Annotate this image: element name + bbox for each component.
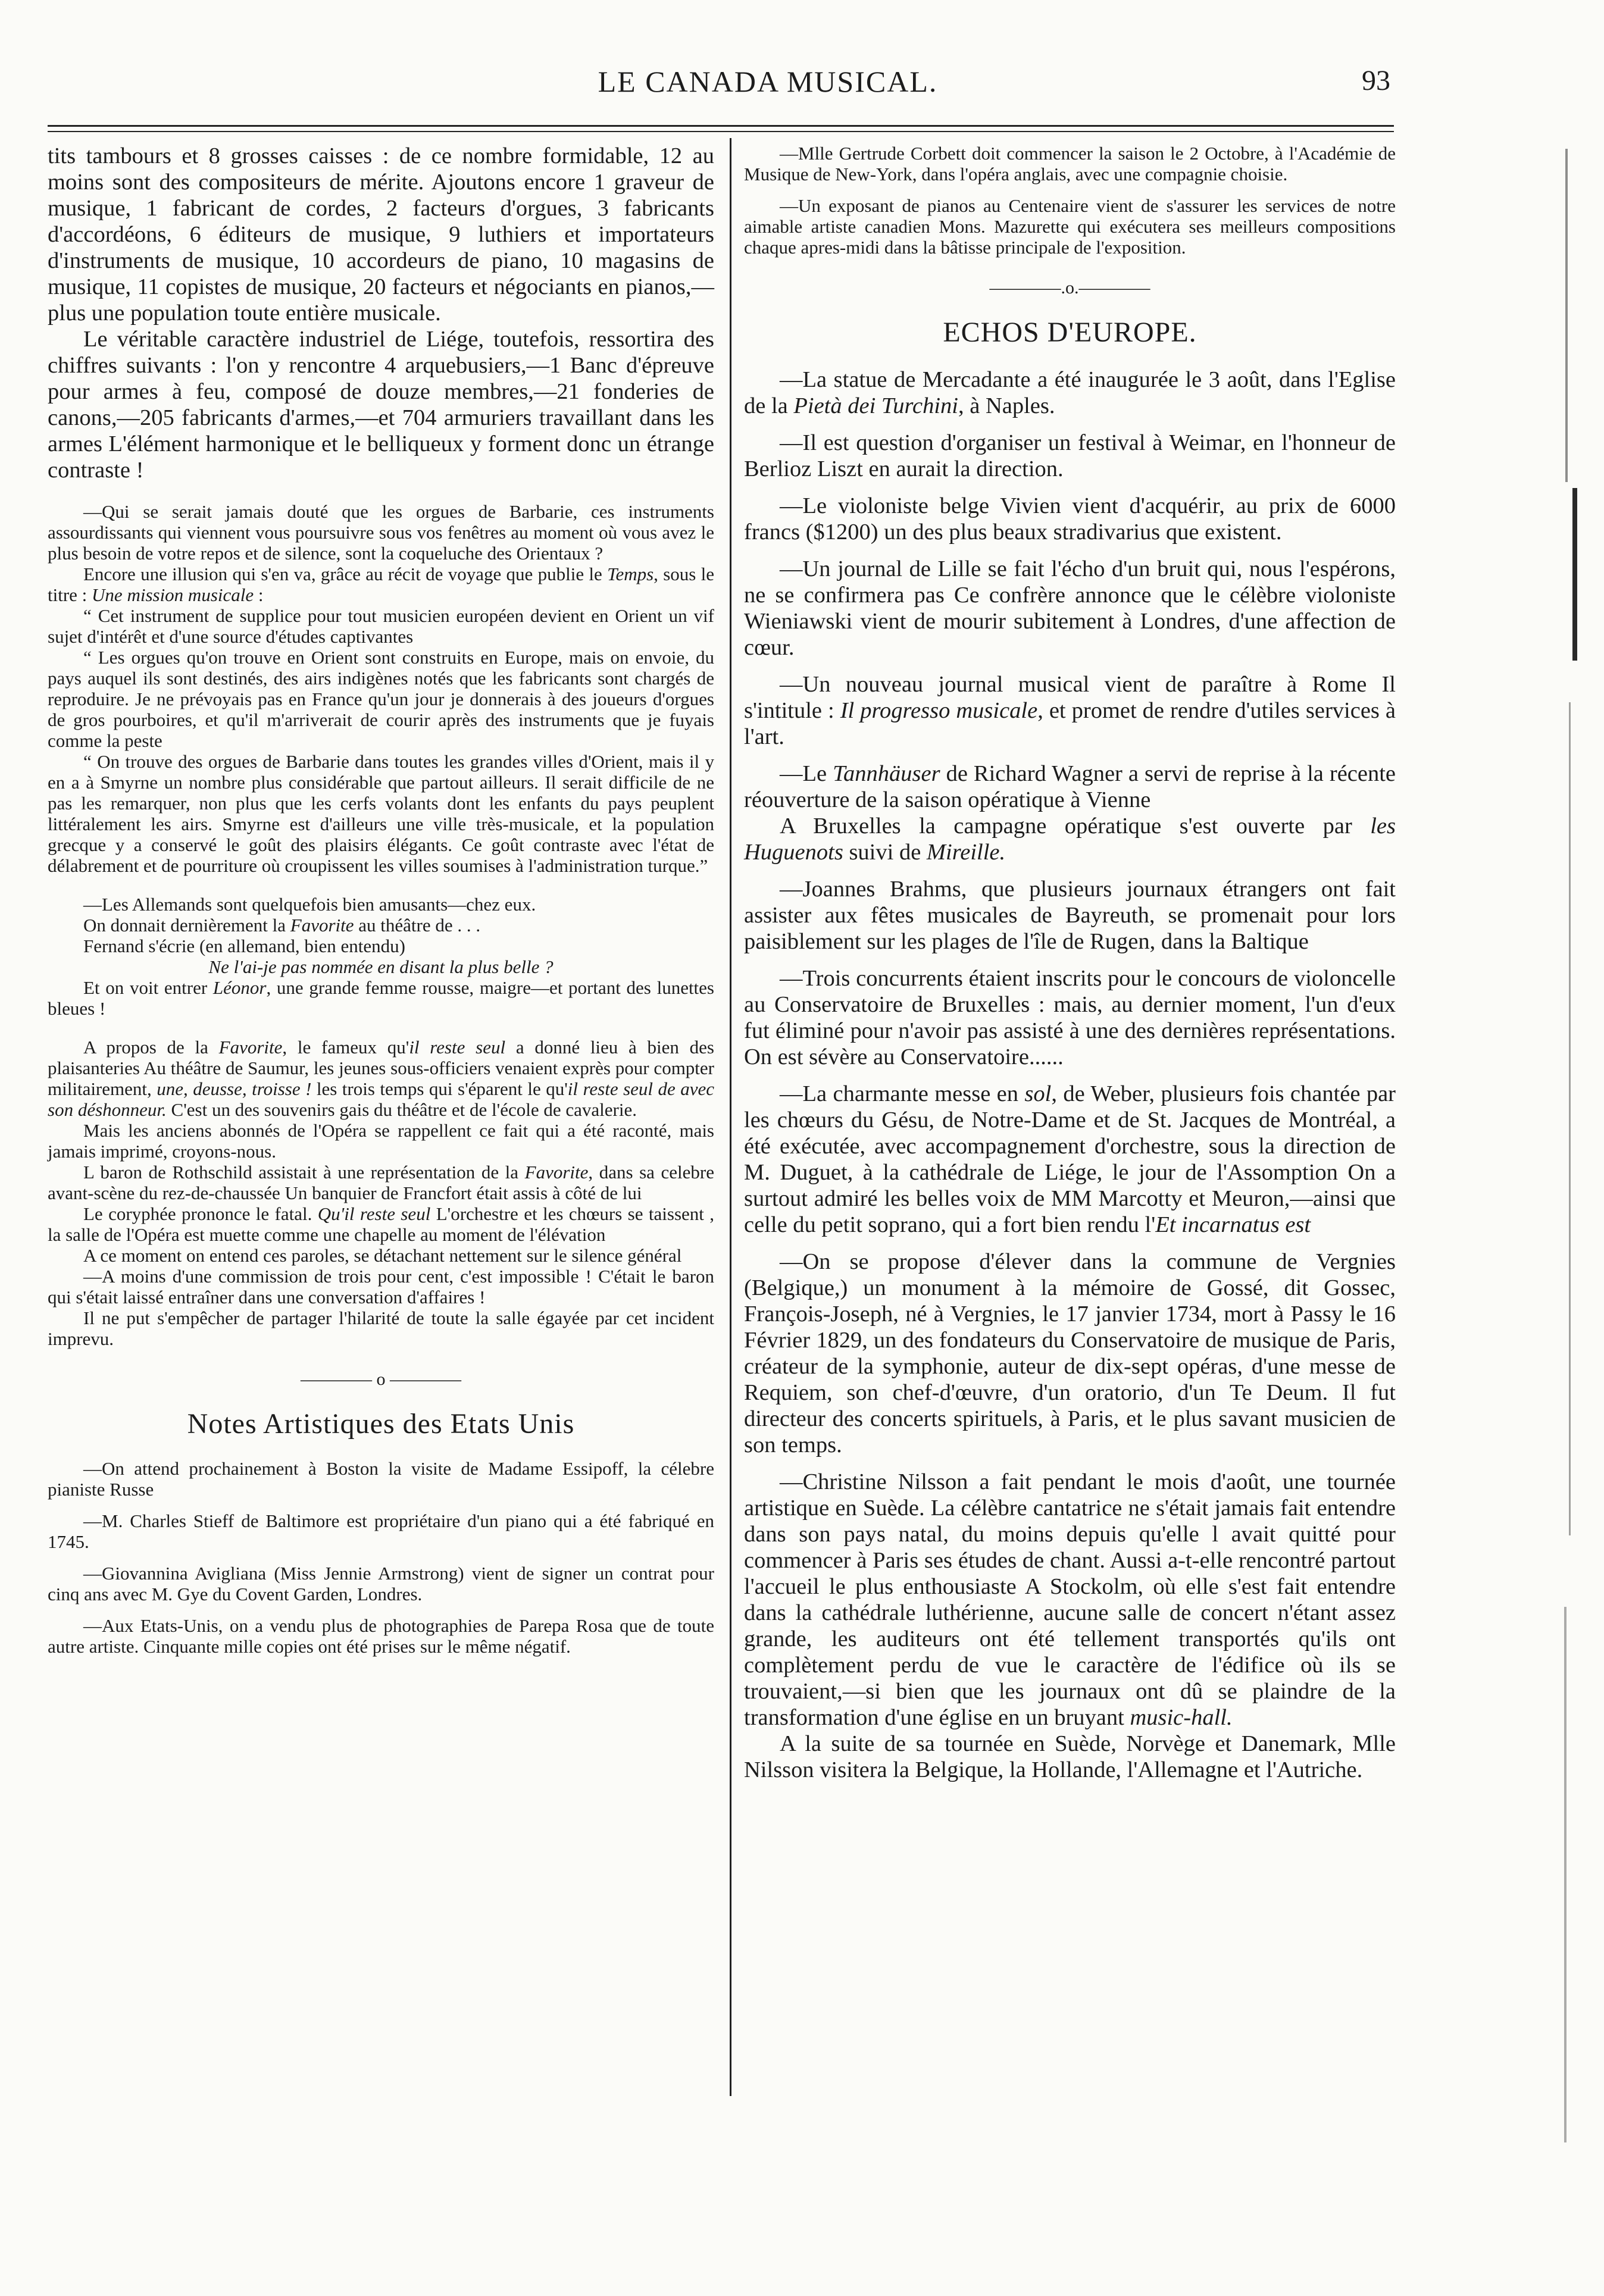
lyric-quote: Qu'il reste seul [317,1203,431,1224]
quote-supplice: “ Cet instrument de supplice pour tout musicien européen devient en Orient un vif sujet d'intérêt et d'une source d'études captivantes [48,605,714,647]
note-parepa-rosa: —Aux Etats-Unis, on a vendu plus de photographies de Parepa Rosa que de toute autre artiste. Cinquante mille copies ont été prises sur le même négatif. [48,1615,714,1657]
text: Et on voit entrer [83,977,213,998]
paragraph-hilarite: Il ne put s'empêcher de partager l'hilarité de toute la salle égayée par cet incident imprevu. [48,1307,714,1349]
text: les trois temps qui s'éparent le qu' [311,1078,568,1099]
text: On donnait dernièrement la [83,915,290,936]
scan-margin-bar [1572,488,1577,661]
opera-title: Favorite [290,915,354,936]
key-name: sol [1024,1081,1052,1106]
left-column [48,143,714,1657]
paragraph-allemands: —Les Allemands sont quelquefois bien amusants—chez eux. [83,894,536,915]
venue-term: music-hall. [1130,1705,1233,1730]
text: L'orchestre et les chœurs se taissent , la salle de l'Opéra est muette comme une chapelle au moment de l'élévation [48,1203,715,1245]
page-number: 93 [1362,65,1390,96]
journal-title-temps: Temps [607,564,654,584]
opera-title: les Huguenots [744,814,1396,865]
text: Encore une illusion qui s'en va, grâce au récit de voyage que publie le [83,564,608,584]
header-rule-bottom [48,131,1394,132]
echo-violoncelle: —Trois concurrents étaient inscrits pour le concours de violoncelle au Conservatoire de Bruxelles : mais, au dernier moment, l'un d'eux fut éliminé pour n'avoir pas assisté à une des dernières représentations. On est sévère au Conservatoire...... [744,966,1396,1069]
paragraph-leonor [48,977,714,1019]
text: , de Weber, plusieurs fois chantée par les chœurs du Gésu, de Notre-Dame et de St. Jacques de Montréal, a été exécutée, avec accompagnement d'orchestre, sous la direction de M. Duguet, à la cathédrale de Liége, le jour de l'Assomption On a surtout admiré les belles voix de MM Marcotty et Meuron,—ainsi que celle du petit soprano, qui a fort bien rendu l' [744,1081,1396,1237]
paragraph-coryphee [48,1203,714,1245]
echo-brahms: —Joannes Brahms, que plusieurs journaux étrangers ont fait assister aux fêtes musicales de Bayreuth, se promenait pour lors paisiblement sur les plages de l'île de Rugen, dans la Baltique [744,877,1396,954]
paragraph-liege-industry: Le véritable caractère industriel de Liége, toutefois, ressortira des chiffres suivants : l'on y rencontre 4 arquebusiers,—1 Banc d'épreuve pour armes à feu, composé de douze membres,—21 fonderies de canons,—205 fabricants d'armes,—et 704 armuriers travaillant dans les armes L'élément harmonique et le belliqueux y forment donc un étrange contraste ! [48,327,714,483]
echo-nilsson-tour: A la suite de sa tournée en Suède, Norvège et Danemark, Mlle Nilsson visitera la Belgique, la Hollande, l'Allemagne et l'Autriche. [744,1731,1396,1782]
paragraph-voyage-intro [48,564,714,605]
character-name: Léonor [212,977,267,998]
paragraph-commission: —A moins d'une commission de trois pour cent, c'est impossible ! C'était le baron qui s'était laissé entraîner dans une conversation d'affaires ! [48,1266,714,1307]
scan-edge-mark [1565,149,1568,482]
note-essipoff: —On attend prochainement à Boston la visite de Madame Essipoff, la célebre pianiste Russe [48,1458,714,1500]
count-quote: une, deusse, troisse ! [157,1078,312,1099]
paragraph-favorite-theatre [48,915,714,936]
note-avigliana: —Giovannina Avigliana (Miss Jennie Armstrong) vient de signer un contrat pour cinq ans avec M. Gye du Covent Garden, Londres. [48,1563,714,1604]
text: C'est un des souvenirs gais du théâtre et de l'école de cavalerie. [166,1099,637,1120]
text: suivi de [843,840,927,865]
text: , une grande femme rousse, maigre—et portant des lunettes bleues ! [48,977,714,1019]
echo-weber-messe [744,1081,1396,1238]
text: , et promet de rendre d'utiles services à l'art. [744,698,1396,749]
section-separator: ————.o.———— [989,278,1150,298]
text: , le fameux qu' [282,1037,409,1058]
note-mazurette: —Un exposant de pianos au Centenaire vient de s'assurer les services de notre aimable artiste canadien Mons. Mazurette qui exécutera ses meilleurs compositions chaque apres-midi dans la bâtisse principale de l'exposition. [744,195,1396,258]
echo-tannhauser [744,761,1396,813]
echo-nilsson [744,1469,1396,1731]
quote-nommee: Ne l'ai-je pas nommée en disant la plus belle ? [208,956,554,977]
section-title-notes-artistiques: Notes Artistiques des Etats Unis [187,1408,575,1440]
page-header-title: LE CANADA MUSICAL. [598,65,938,98]
lyric-quote: il reste seul de avec son déshonneur. [48,1078,714,1120]
paragraph-barbary-organs: —Qui se serait jamais douté que les orgues de Barbarie, ces instruments assourdissants qui viennent vous poursuivre sous vos fenêtres au moment où vous avez le plus besoin de votre repos et de silence, sont la coqueluche des Orientaux ? [48,501,714,564]
section-separator: ———— o ———— [301,1369,461,1389]
opera-title: Favorite [524,1162,589,1183]
text: , à Naples. [958,393,1055,418]
paragraph-fernand: Fernand s'écrie (en allemand, bien entendu) [83,936,405,956]
text: —Un nouveau journal musical vient de paraître à Rome Il s'intitule : [744,672,1396,723]
journal-title: Il progresso musicale [840,698,1038,723]
opera-title: Tannhäuser [833,761,940,786]
text: , dans sa celebre avant-scène du rez-de-chaussée Un banquier de Francfort était assis à côté de lui [48,1162,714,1203]
work-title: Et incarnatus est [1155,1212,1311,1237]
text: A propos de la [83,1037,219,1058]
article-title-mission: Une mission musicale [92,584,254,605]
text: a donné lieu à bien des plaisanteries Au théâtre de Saumur, les jeunes sous-officiers venaient exprès pour compter militairement, [48,1037,714,1099]
header-rule-top [48,125,1394,127]
paragraph-silence: A ce moment on entend ces paroles, se détachant nettement sur le silence général [83,1245,682,1266]
right-column [744,143,1396,1783]
scan-edge-mark [1564,1607,1567,2142]
text: L baron de Rothschild assistait à une représentation de la [83,1162,525,1183]
paragraph-anciens-abonnes: Mais les anciens abonnés de l'Opéra se rappellent ce fait qui a été raconté, mais jamais imprimé, croyons-nous. [48,1120,714,1162]
scan-edge-mark [1569,702,1571,1535]
section-title-echos-europe: ECHOS D'EUROPE. [943,317,1197,348]
text: , sous le titre : [48,564,715,605]
church-name: Pietà dei Turchini [793,393,958,418]
text: —Christine Nilsson a fait pendant le mois d'août, une tournée artistique en Suède. La célèbre cantatrice ne s'était jamais fait entendre dans son pays natal, du moins depuis qu'elle l avait quitté pour commencer à Paris ses études de chant. Aussi a-t-elle rencontré partout l'accueil le plus enthousiaste A Stockolm, où elle s'est fait entendre dans la cathédrale luthérienne, aucune salle de concert n'étant assez grande, les auditeurs ont été tellement transportés qu'ils ont complètement perdu de vue le caractère de l'édifice où ils se trouvaient,—si bien que les journaux ont dû se plaindre de la transformation d'une église en un bruyant [744,1469,1396,1730]
note-corbett: —Mlle Gertrude Corbett doit commencer la saison le 2 Octobre, à l'Académie de Musique de New-York, dans l'opéra anglais, avec une compagnie choisie. [744,143,1396,184]
lyric-quote: il reste seul [409,1037,506,1058]
echo-mercadante [744,367,1396,419]
echo-vivien: —Le violoniste belge Vivien vient d'acquérir, au prix de 6000 francs ($1200) un des plus beaux stradivarius que existent. [744,493,1396,545]
text: : [254,584,264,605]
echo-weimar: —Il est question d'organiser un festival à Weimar, en l'honneur de Berlioz Liszt en aurait la direction. [744,430,1396,481]
text: —Le [780,761,833,786]
echo-wieniawski: —Un journal de Lille se fait l'écho d'un bruit qui, nous l'espérons, ne se confirmera pas Ce confrère annonce que le célèbre violoniste Wieniawski vient de mourir subitement à Londres, d'une affection de cœur. [744,556,1396,660]
note-stieff: —M. Charles Stieff de Baltimore est propriétaire d'un piano qui a été fabriqué en 1745. [48,1510,714,1552]
column-divider [730,138,731,2096]
text: —La statue de Mercadante a été inaugurée le 3 août, dans l'Eglise de la [744,367,1396,418]
text: au théâtre de . . . [354,915,481,936]
paragraph-reste-seul [48,1037,714,1120]
quote-orgues-orient: “ Les orgues qu'on trouve en Orient sont construits en Europe, mais on envoie, du pays auquel ils sont destinés, des airs indigènes notés que les fabricants sont chargés de reproduire. Je ne prévoyais pas en France qu'un jour je donnerais à des joueurs d'orgues de gros pourboires, et qu'il m'arriverait de courir après des instruments que je fuyais comme la peste [48,647,714,751]
echo-bruxelles [744,813,1396,865]
text: A Bruxelles la campagne opératique s'est ouverte par [780,814,1371,839]
text: —La charmante messe en [780,1081,1025,1106]
echo-gossec: —On se propose d'élever dans la commune de Vergnies (Belgique,) un monument à la mémoire de Gossé, dit Gossec, François-Joseph, né à Vergnies, le 17 janvier 1734, mort à Passy le 16 Février 1829, un des fondateurs du Conservatoire de musique de Paris, créateur de la symphonie, auteur de dix-sept opéras, d'une messe de Requiem, son chef-d'œuvre, d'un oratorio, d'un Te Deum. Il fut directeur des concerts spirituels, à Paris, et le plus savant musicien de son temps. [744,1249,1396,1457]
paragraph-liege-musicians: tits tambours et 8 grosses caisses : de ce nombre formidable, 12 au moins sont des compositeurs de mérite. Ajoutons encore 1 graveur de musique, 1 fabricant de cordes, 2 facteurs d'orgues, 3 fabricants d'accordéons, 6 éditeurs de musique, 9 luthiers et importateurs d'instruments de musique, 10 accordeurs de piano, 10 magasins de musique, 11 copistes de musique, 20 facteurs et négociants en pianos,—plus une population toute entière musicale. [48,143,714,326]
quote-smyrne: “ On trouve des orgues de Barbarie dans toutes les grandes villes d'Orient, mais il y en a à Smyrne un nombre plus considérable que partout ailleurs. Il serait difficile de ne pas les remarquer, non plus que les cerfs volants dont les enfants du pays peuplent littéralement les airs. Smyrne est d'ailleurs une ville très-musicale, et la population grecque y a conservé le goût des plaisirs élégants. Ce goût contraste avec l'état de délabrement et de pourriture où croupissent les villes soumises à l'administration turque.” [48,751,714,876]
text: Le coryphée prononce le fatal. [83,1203,318,1224]
opera-title: Mireille. [926,840,1006,865]
text: de Richard Wagner a servi de reprise à la récente réouverture de la saison opératique à Vienne [744,761,1396,812]
opera-title: Favorite [218,1037,283,1058]
echo-progresso [744,671,1396,750]
paragraph-rothschild [48,1162,714,1203]
